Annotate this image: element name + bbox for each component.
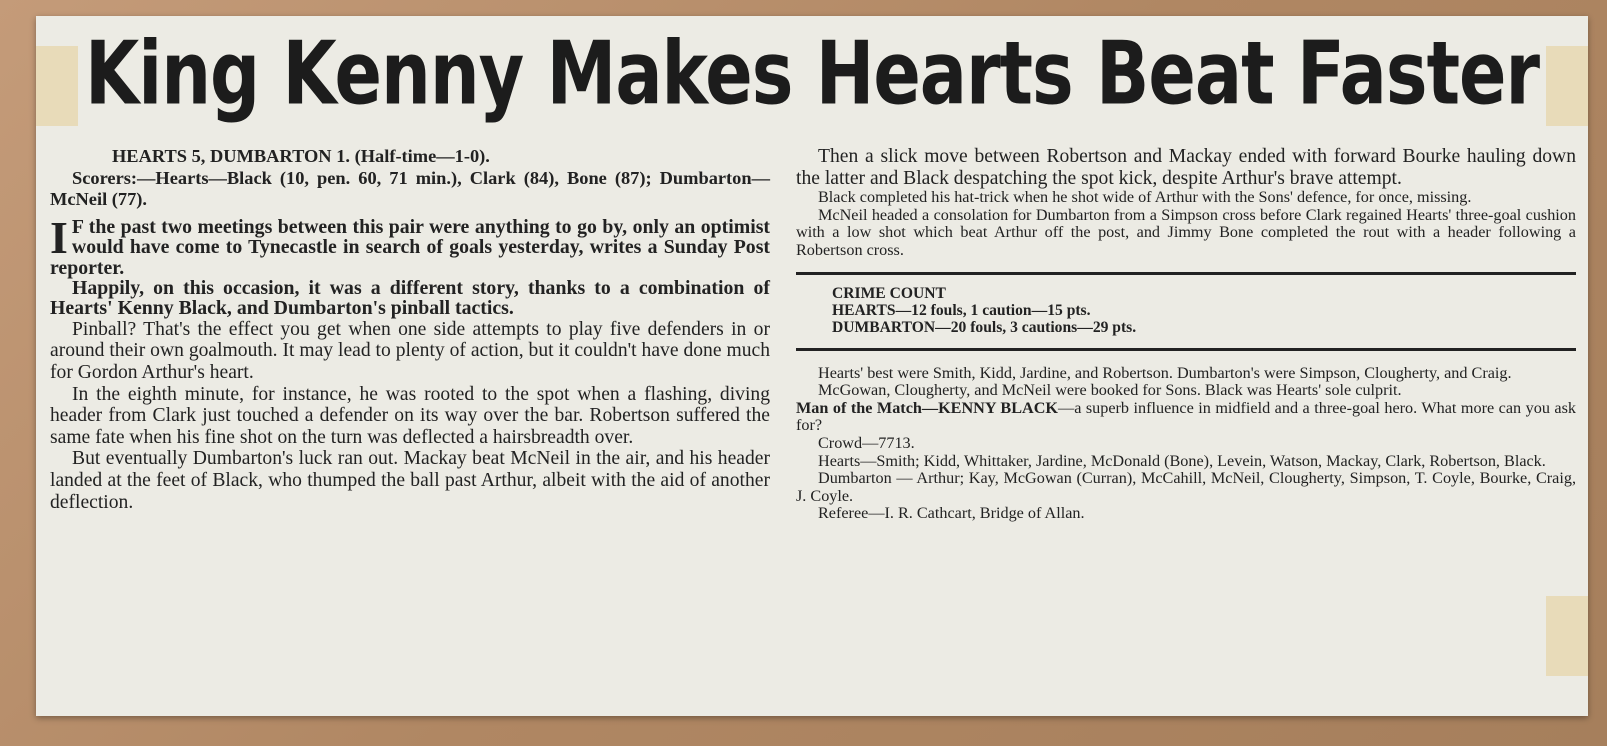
drop-cap: I <box>50 211 68 263</box>
right-paragraph-2: Black completed his hat-trick when he shot wide of Arthur with the Sons' defence, for once, missing. <box>818 188 1472 207</box>
scorers: Scorers:—Hearts—Black (10, pen. 60, 71 min.), Clark (84), Bone (87); Dumbarton—McNeil (77). <box>50 167 770 210</box>
divider-top <box>796 272 1576 275</box>
right-paragraph-1: Then a slick move between Robertson and Mackay ended with forward Bourke hauling down the latter and Black despatching the spot kick, despite Arthur's brave attempt. <box>796 146 1576 189</box>
crime-count-hearts: HEARTS—12 fouls, 1 caution—15 pts. <box>832 301 1091 319</box>
best-players: Hearts' best were Smith, Kidd, Jardine, and Robertson. Dumbarton's were Simpson, Clougherty, and Craig. <box>818 363 1512 382</box>
intro-paragraph <box>50 211 770 279</box>
crime-count-box <box>796 285 1576 336</box>
crowd: Crowd—7713. <box>818 433 915 452</box>
paragraph-2: Happily, on this occasion, it was a different story, thanks to a combination of Hearts' Kenny Black, and Dumbarton's pinball tactics. <box>50 277 770 320</box>
motm-text: —a superb influence in midfield and a three-goal hero. What more can you ask for? <box>796 398 1576 435</box>
referee: Referee—I. R. Cathcart, Bridge of Allan. <box>818 504 1085 523</box>
hearts-lineup: Hearts—Smith; Kidd, Whittaker, Jardine, McDonald (Bone), Levein, Watson, Mackay, Clark, Robertson, Black. <box>818 451 1546 470</box>
dumbarton-lineup: Dumbarton — Arthur; Kay, McGowan (Curran), McCahill, McNeil, Clougherty, Simpson, T. Coyle, Bourke, Craig, J. Coyle. <box>796 469 1576 505</box>
headline: King Kenny Makes Hearts Beat Faster <box>84 22 1540 125</box>
tape-bottom-right <box>1546 596 1588 676</box>
crime-count-title: CRIME COUNT <box>832 284 946 302</box>
divider-bottom <box>796 348 1576 351</box>
crime-count-dumbarton: DUMBARTON—20 fouls, 3 cautions—29 pts. <box>832 318 1137 336</box>
motm-label: Man of the Match—KENNY BLACK <box>796 398 1058 417</box>
left-column <box>50 146 770 513</box>
score-line: HEARTS 5, DUMBARTON 1. (Half-time—1-0). <box>112 146 490 166</box>
right-column <box>796 146 1576 523</box>
booked-players: McGowan, Clougherty, and McNeil were booked for Sons. Black was Hearts' sole culprit. <box>818 381 1402 400</box>
paragraph-3: Pinball? That's the effect you get when one side attempts to play five defenders in or around their own goalmouth. It may lead to plenty of action, but it couldn't have done much for Gordon Arthur's heart. <box>50 318 770 383</box>
newspaper-clipping <box>36 16 1588 716</box>
intro-text: F the past two meetings between this pair were anything to go by, only an optimist would have come to Tynecastle in search of goals yesterday, writes a Sunday Post reporter. <box>50 215 770 279</box>
paragraph-5: But eventually Dumbarton's luck ran out. Mackay beat McNeil in the air, and his header landed at the feet of Black, who thumped the ball past Arthur, albeit with the aid of another deflection. <box>50 448 770 513</box>
paragraph-4: In the eighth minute, for instance, he was rooted to the spot when a flashing, diving header from Clark just touched a defender on its way over the bar. Robertson suffered the same fate when his fine shot on the turn was deflected a hairsbreadth over. <box>50 383 770 448</box>
right-paragraph-3: McNeil headed a consolation for Dumbarton from a Simpson cross before Clark regained Hearts' three-goal cushion with a low shot which beat Arthur off the post, and Jimmy Bone completed the rout with a header following a Robertson cross. <box>796 205 1576 259</box>
man-of-the-match <box>796 400 1576 435</box>
